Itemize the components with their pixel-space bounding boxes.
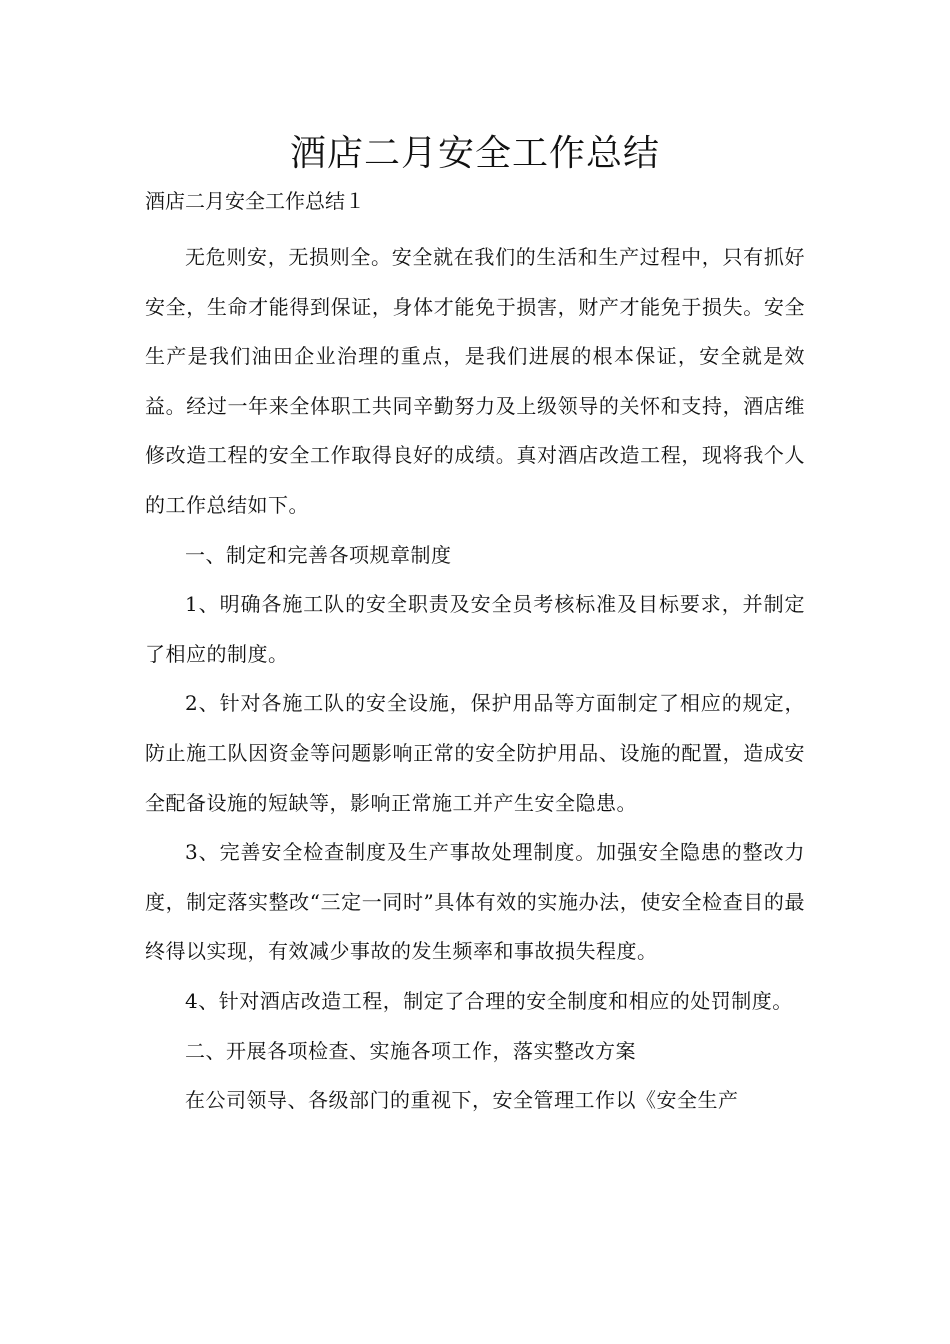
paragraph-intro: 无危则安，无损则全。安全就在我们的生活和生产过程中，只有抓好安全，生命才能得到保证，身体才能免于损害，财产才能免于损失。安全生产是我们油田企业治理的重点，是我们进展的根本保证，安全就是效益。经过一年来全体职工共同辛勤努力及上级领导的关怀和支持，酒店维修改造工程的安全工作取得良好的成绩。真对酒店改造工程，现将我个人的工作总结如下。 xyxy=(145,245,805,517)
list-item-3: 3、完善安全检查制度及生产事故处理制度。加强安全隐患的整改力度，制定落实整改“三定一同时”具体有效的实施办法，使安全检查目的最终得以实现，有效减少事故的发生频率和事故损失程度。 xyxy=(145,840,805,964)
document-title: 酒店二月安全工作总结 xyxy=(289,133,660,174)
section-heading-1: 一、制定和完善各项规章制度 xyxy=(185,542,452,567)
paragraph-continued: 在公司领导、各级部门的重视下，安全管理工作以《安全生产 xyxy=(185,1088,739,1113)
list-item-1: 1、明确各施工队的安全职责及安全员考核标准及目标要求，并制定了相应的制度。 xyxy=(145,592,805,666)
document-subtitle: 酒店二月安全工作总结１ xyxy=(145,189,365,213)
list-item-2: 2、针对各施工队的安全设施，保护用品等方面制定了相应的规定，防止施工队因资金等问题影响正常的安全防护用品、设施的配置，造成安全配备设施的短缺等，影响正常施工并产生安全隐患。 xyxy=(145,691,805,815)
section-heading-2: 二、开展各项检查、实施各项工作，落实整改方案 xyxy=(185,1038,636,1063)
document-body xyxy=(145,233,805,1126)
list-item-4: 4、针对酒店改造工程，制定了合理的安全制度和相应的处罚制度。 xyxy=(185,988,793,1013)
